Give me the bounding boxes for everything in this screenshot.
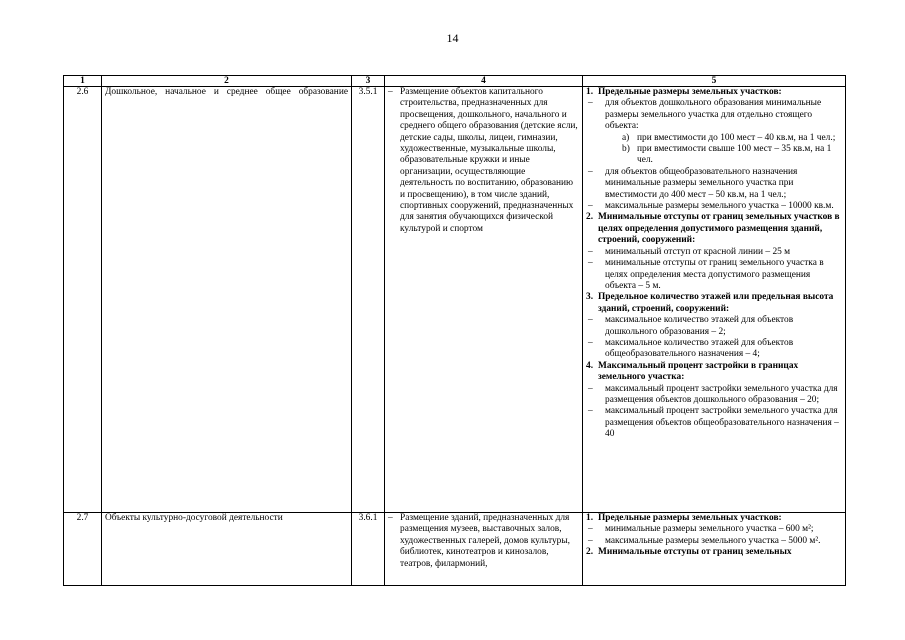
dash-marker: –	[588, 406, 593, 417]
section-number: 1.	[586, 513, 594, 523]
dash-marker: –	[388, 87, 393, 97]
parameter-section-heading	[586, 87, 842, 98]
section-number: 1.	[586, 87, 594, 97]
dash-marker: –	[588, 337, 593, 348]
use-type-description: Размещение зданий, предназначенных для размещения музеев, выставочных залов, художественных галерей, домов культуры, библиотек, кинотеатров и кинозалов, театров, филармоний,	[400, 513, 570, 569]
parameter-text: максимальные размеры земельного участка – 5000 м².	[605, 535, 821, 546]
parameter-item	[586, 524, 842, 535]
parameter-subitem	[586, 133, 842, 144]
dash-marker: –	[588, 166, 593, 177]
parameter-section-heading	[586, 513, 842, 524]
parameter-item	[586, 406, 842, 440]
use-type-code: 3.5.1	[352, 87, 385, 513]
row-number: 2.6	[64, 87, 102, 513]
parameters-cell	[583, 513, 846, 586]
row-number: 2.7	[64, 513, 102, 586]
section-title: Максимальный процент застройки в границах земельного участка:	[598, 360, 799, 383]
use-type-name: Объекты культурно-досуговой деятельности	[102, 513, 352, 586]
parameter-text: минимальные отступы от границ земельного участка в целях определения места допустимого размещения объекта – 5 м.	[605, 258, 824, 291]
regulations-table	[63, 75, 846, 586]
use-type-code: 3.6.1	[352, 513, 385, 586]
section-title: Минимальные отступы от границ земельных участков в целях определения допустимого размещения зданий, строений, сооружений:	[598, 212, 840, 246]
parameter-section-heading	[586, 547, 842, 558]
section-title: Предельные размеры земельных участков:	[598, 513, 782, 523]
column-header: 2	[102, 76, 352, 87]
parameter-section-heading	[586, 212, 842, 246]
section-number: 2.	[586, 547, 594, 558]
section-title: Минимальные отступы от границ земельных	[598, 547, 792, 558]
parameter-text: максимальный процент застройки земельного участка для размещения объектов дошкольного образования – 20;	[605, 383, 838, 405]
dash-marker: –	[588, 258, 593, 269]
parameter-item	[586, 167, 842, 201]
parameter-section-heading	[586, 292, 842, 315]
parameter-text: минимальный отступ от красной линии – 25 м	[605, 246, 791, 257]
table-row	[64, 87, 846, 513]
table-header-row	[64, 76, 846, 87]
parameter-subitem	[586, 144, 842, 167]
table-row	[64, 513, 846, 586]
use-type-name: Дошкольное, начальное и среднее общее образование	[102, 87, 352, 513]
subitem-label: b)	[622, 144, 630, 155]
dash-marker: –	[588, 315, 593, 326]
section-title: Предельные размеры земельных участков:	[598, 87, 782, 97]
subitem-text: при вместимости свыше 100 мест – 35 кв.м, на 1 чел.	[637, 144, 832, 166]
section-number: 4.	[586, 360, 594, 371]
parameter-text: максимальное количество этажей для объектов общеобразовательного назначения – 4;	[605, 337, 794, 360]
column-header: 4	[385, 76, 583, 87]
parameter-item	[586, 315, 842, 338]
column-header: 1	[64, 76, 102, 87]
section-number: 2.	[586, 212, 594, 223]
column-header: 3	[352, 76, 385, 87]
page-number: 14	[446, 31, 459, 45]
dash-marker: –	[588, 524, 593, 535]
use-type-description: Размещение объектов капитального строительства, предназначенных для просвещения, дошкольного, начального и среднего общего образования (детские ясли, детские сады, школы, лицеи, гимназии, художественные, музыкальные школы, образовательные кружки и иные организации, осуществляющие деятельность по воспитанию, образованию и просвещению), в том числе зданий, спортивных сооружений, предназначенных для занятия обучающихся физической культурой и спортом	[400, 87, 578, 234]
column-header: 5	[583, 76, 846, 87]
subitem-label: a)	[622, 132, 630, 143]
parameters-cell	[583, 87, 846, 513]
dash-marker: –	[388, 513, 393, 523]
parameter-text: минимальные размеры земельного участка – 600 м²;	[605, 524, 814, 535]
subitem-text: при вместимости до 100 мест – 40 кв.м, на 1 чел.;	[637, 132, 836, 143]
parameter-item	[586, 201, 842, 212]
parameter-text: для объектов общеобразовательного назначения минимальные размеры земельного участка при вместимости до 400 мест – 50 кв.м, на 1 чел.;	[605, 166, 798, 200]
dash-marker: –	[588, 246, 593, 257]
use-type-description-cell	[385, 513, 583, 586]
dash-marker: –	[588, 98, 593, 109]
parameter-item	[586, 536, 842, 547]
parameter-text: максимальное количество этажей для объектов дошкольного образования – 2;	[605, 315, 794, 337]
parameter-text: для объектов дошкольного образования минимальные размеры земельного участка для отдельно стоящего объекта:	[605, 98, 822, 132]
parameter-item	[586, 258, 842, 292]
parameter-text: максимальный процент застройки земельного участка для размещения объектов общеобразовательного назначения – 40	[605, 406, 839, 440]
dash-marker: –	[588, 383, 593, 394]
parameter-text: максимальные размеры земельного участка – 10000 кв.м.	[605, 201, 834, 212]
use-type-description-cell	[385, 87, 583, 513]
parameter-section-heading	[586, 361, 842, 384]
section-title: Предельное количество этажей или предельная высота зданий, строений, сооружений:	[598, 292, 834, 314]
parameter-item	[586, 247, 842, 258]
section-number: 3.	[586, 292, 594, 303]
dash-marker: –	[588, 201, 593, 212]
dash-marker: –	[588, 535, 593, 546]
parameter-item	[586, 384, 842, 407]
parameter-item	[586, 98, 842, 132]
parameter-item	[586, 338, 842, 361]
